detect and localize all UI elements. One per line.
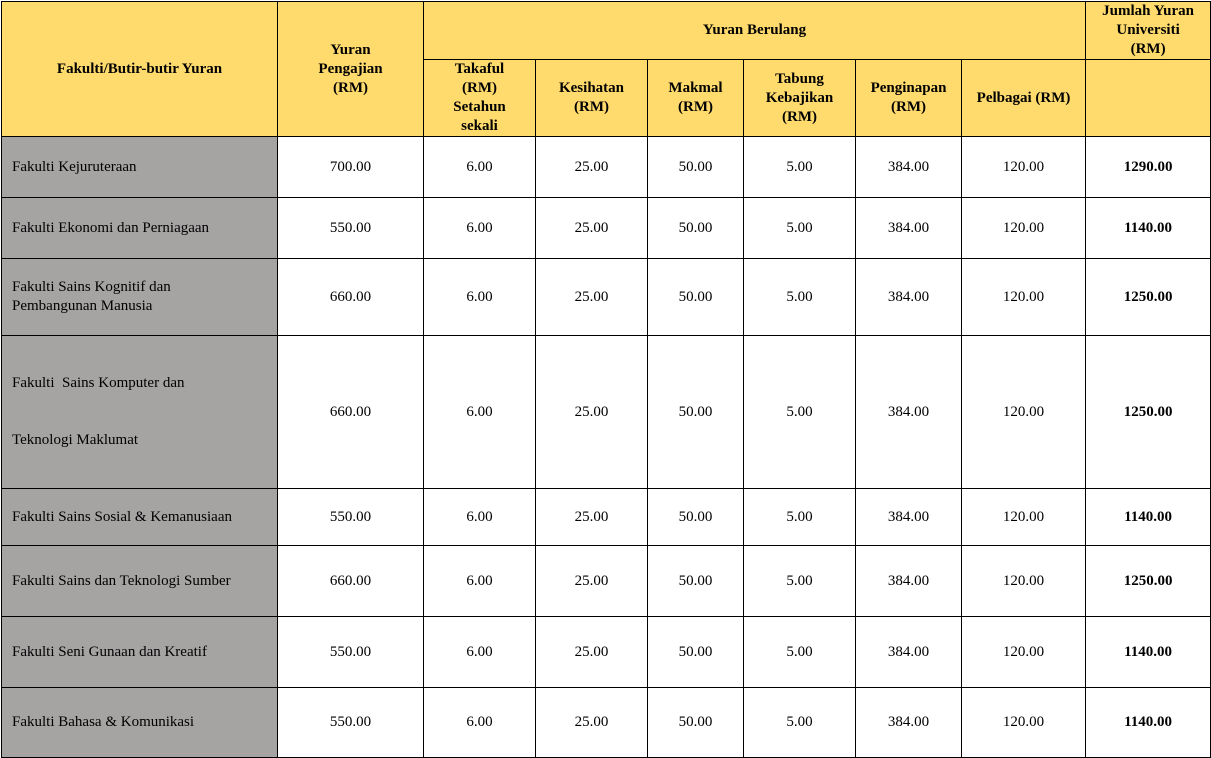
- kesihatan-cell: 25.00: [536, 336, 648, 489]
- faculty-name: Fakulti Sains Sosial & Kemanusiaan: [2, 489, 278, 546]
- table-row: [2, 259, 1211, 336]
- makmal-cell: 50.00: [648, 617, 744, 688]
- total-cell: 1250.00: [1086, 336, 1211, 489]
- kesihatan-cell: 25.00: [536, 198, 648, 259]
- penginapan-cell: 384.00: [856, 489, 962, 546]
- makmal-cell: 50.00: [648, 489, 744, 546]
- table-row: [2, 688, 1211, 758]
- fee-table: [1, 1, 1211, 758]
- total-cell: 1140.00: [1086, 489, 1211, 546]
- kesihatan-cell: 25.00: [536, 137, 648, 198]
- faculty-name: Fakulti Sains Kognitif dan Pembangunan Manusia: [2, 259, 278, 336]
- pelbagai-cell: 120.00: [962, 259, 1086, 336]
- table-row: [2, 617, 1211, 688]
- total-cell: 1290.00: [1086, 137, 1211, 198]
- faculty-name: Fakulti Seni Gunaan dan Kreatif: [2, 617, 278, 688]
- pelbagai-cell: 120.00: [962, 617, 1086, 688]
- tuition-cell: 550.00: [278, 198, 424, 259]
- takaful-cell: 6.00: [424, 259, 536, 336]
- tabung-cell: 5.00: [744, 336, 856, 489]
- table-row: [2, 489, 1211, 546]
- header-faculty: Fakulti/Butir-butir Yuran: [2, 2, 278, 137]
- table-row: [2, 546, 1211, 617]
- header-total: Jumlah Yuran Universiti (RM): [1086, 2, 1211, 60]
- penginapan-cell: 384.00: [856, 259, 962, 336]
- penginapan-cell: 384.00: [856, 137, 962, 198]
- header-recurring-fees: Yuran Berulang: [424, 2, 1086, 60]
- tabung-cell: 5.00: [744, 259, 856, 336]
- makmal-cell: 50.00: [648, 336, 744, 489]
- tabung-cell: 5.00: [744, 137, 856, 198]
- takaful-cell: 6.00: [424, 688, 536, 758]
- header-pelbagai: Pelbagai (RM): [962, 60, 1086, 137]
- makmal-cell: 50.00: [648, 688, 744, 758]
- tuition-cell: 700.00: [278, 137, 424, 198]
- tuition-cell: 550.00: [278, 489, 424, 546]
- tuition-cell: 550.00: [278, 617, 424, 688]
- makmal-cell: 50.00: [648, 546, 744, 617]
- pelbagai-cell: 120.00: [962, 489, 1086, 546]
- table-row: [2, 336, 1211, 489]
- tabung-cell: 5.00: [744, 198, 856, 259]
- tabung-cell: 5.00: [744, 617, 856, 688]
- pelbagai-cell: 120.00: [962, 137, 1086, 198]
- makmal-cell: 50.00: [648, 198, 744, 259]
- faculty-name: Fakulti Ekonomi dan Perniagaan: [2, 198, 278, 259]
- tabung-cell: 5.00: [744, 688, 856, 758]
- header-takaful: Takaful (RM) Setahun sekali: [424, 60, 536, 137]
- tuition-cell: 550.00: [278, 688, 424, 758]
- penginapan-cell: 384.00: [856, 546, 962, 617]
- tuition-cell: 660.00: [278, 336, 424, 489]
- takaful-cell: 6.00: [424, 546, 536, 617]
- takaful-cell: 6.00: [424, 198, 536, 259]
- takaful-cell: 6.00: [424, 617, 536, 688]
- total-cell: 1250.00: [1086, 546, 1211, 617]
- total-cell: 1250.00: [1086, 259, 1211, 336]
- pelbagai-cell: 120.00: [962, 688, 1086, 758]
- header-total-blank: [1086, 60, 1211, 137]
- takaful-cell: 6.00: [424, 489, 536, 546]
- penginapan-cell: 384.00: [856, 617, 962, 688]
- header-tuition: Yuran Pengajian (RM): [278, 2, 424, 137]
- table-row: [2, 198, 1211, 259]
- kesihatan-cell: 25.00: [536, 688, 648, 758]
- total-cell: 1140.00: [1086, 688, 1211, 758]
- header-makmal: Makmal (RM): [648, 60, 744, 137]
- pelbagai-cell: 120.00: [962, 546, 1086, 617]
- faculty-name: Fakulti Kejuruteraan: [2, 137, 278, 198]
- total-cell: 1140.00: [1086, 617, 1211, 688]
- faculty-name: Fakulti Sains dan Teknologi Sumber: [2, 546, 278, 617]
- header-penginapan: Penginapan (RM): [856, 60, 962, 137]
- penginapan-cell: 384.00: [856, 198, 962, 259]
- table-row: [2, 137, 1211, 198]
- header-tabung-kebajikan: Tabung Kebajikan (RM): [744, 60, 856, 137]
- takaful-cell: 6.00: [424, 137, 536, 198]
- kesihatan-cell: 25.00: [536, 259, 648, 336]
- kesihatan-cell: 25.00: [536, 489, 648, 546]
- pelbagai-cell: 120.00: [962, 336, 1086, 489]
- penginapan-cell: 384.00: [856, 688, 962, 758]
- kesihatan-cell: 25.00: [536, 546, 648, 617]
- tabung-cell: 5.00: [744, 489, 856, 546]
- header-kesihatan: Kesihatan (RM): [536, 60, 648, 137]
- total-cell: 1140.00: [1086, 198, 1211, 259]
- tuition-cell: 660.00: [278, 546, 424, 617]
- tabung-cell: 5.00: [744, 546, 856, 617]
- makmal-cell: 50.00: [648, 259, 744, 336]
- penginapan-cell: 384.00: [856, 336, 962, 489]
- pelbagai-cell: 120.00: [962, 198, 1086, 259]
- faculty-name: Fakulti Bahasa & Komunikasi: [2, 688, 278, 758]
- makmal-cell: 50.00: [648, 137, 744, 198]
- kesihatan-cell: 25.00: [536, 617, 648, 688]
- tuition-cell: 660.00: [278, 259, 424, 336]
- faculty-name: Fakulti Sains Komputer dan Teknologi Maklumat: [2, 336, 278, 489]
- takaful-cell: 6.00: [424, 336, 536, 489]
